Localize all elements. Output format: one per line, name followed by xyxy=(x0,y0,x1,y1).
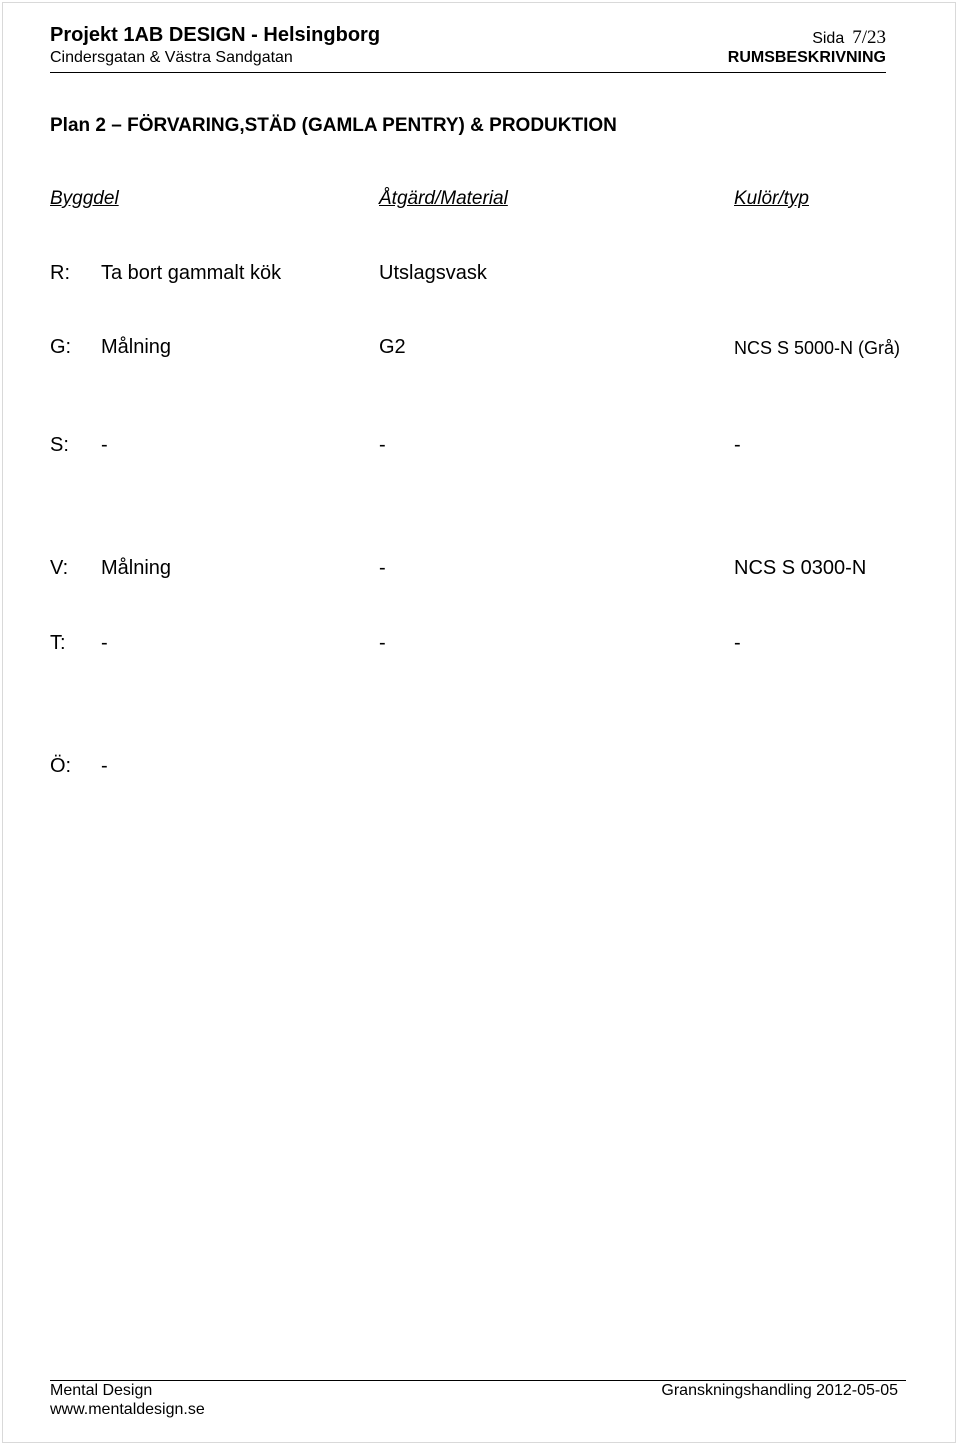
row-part: Målning xyxy=(101,557,172,579)
project-address: Cindersgatan & Västra Sandgatan xyxy=(50,49,293,66)
row-part: - xyxy=(101,632,108,654)
document-type: RUMSBESKRIVNING xyxy=(727,49,886,66)
footer-company: Mental Design xyxy=(50,1382,153,1399)
row-material: - xyxy=(379,557,386,579)
page-number: 7/23 xyxy=(852,27,886,48)
footer-status: Granskningshandling 2012-05-05 xyxy=(661,1382,898,1399)
page-border xyxy=(2,2,956,1443)
project-title: Projekt 1AB DESIGN - Helsingborg xyxy=(50,24,381,46)
footer-divider xyxy=(50,1380,906,1381)
page-label: Sida xyxy=(812,30,845,47)
row-material: - xyxy=(379,434,386,456)
row-color: NCS S 5000-N (Grå) xyxy=(734,338,901,358)
header-divider xyxy=(50,72,886,73)
row-color: NCS S 0300-N xyxy=(734,557,867,579)
footer-website: www.mentaldesign.se xyxy=(50,1401,205,1418)
row-code: V: xyxy=(50,557,69,579)
row-part: - xyxy=(101,434,108,456)
row-code: Ö: xyxy=(50,755,72,777)
row-color: - xyxy=(734,632,741,654)
section-title: Plan 2 – FÖRVARING,STÄD (GAMLA PENTRY) & PRODUKTION xyxy=(50,115,617,136)
row-code: S: xyxy=(50,434,69,456)
row-part: Ta bort gammalt kök xyxy=(101,262,282,284)
column-header-byggdel: Byggdel xyxy=(50,188,119,209)
row-code: T: xyxy=(50,632,66,654)
column-header-material: Åtgärd/Material xyxy=(379,188,508,209)
row-material: - xyxy=(379,632,386,654)
page-indicator xyxy=(812,27,886,49)
row-color: - xyxy=(734,434,741,456)
row-part: - xyxy=(101,755,108,777)
column-header-color: Kulör/typ xyxy=(734,188,809,209)
row-part: Målning xyxy=(101,336,172,358)
row-code: R: xyxy=(50,262,70,284)
row-material: G2 xyxy=(379,336,406,358)
row-code: G: xyxy=(50,336,72,358)
row-material: Utslagsvask xyxy=(379,262,487,284)
